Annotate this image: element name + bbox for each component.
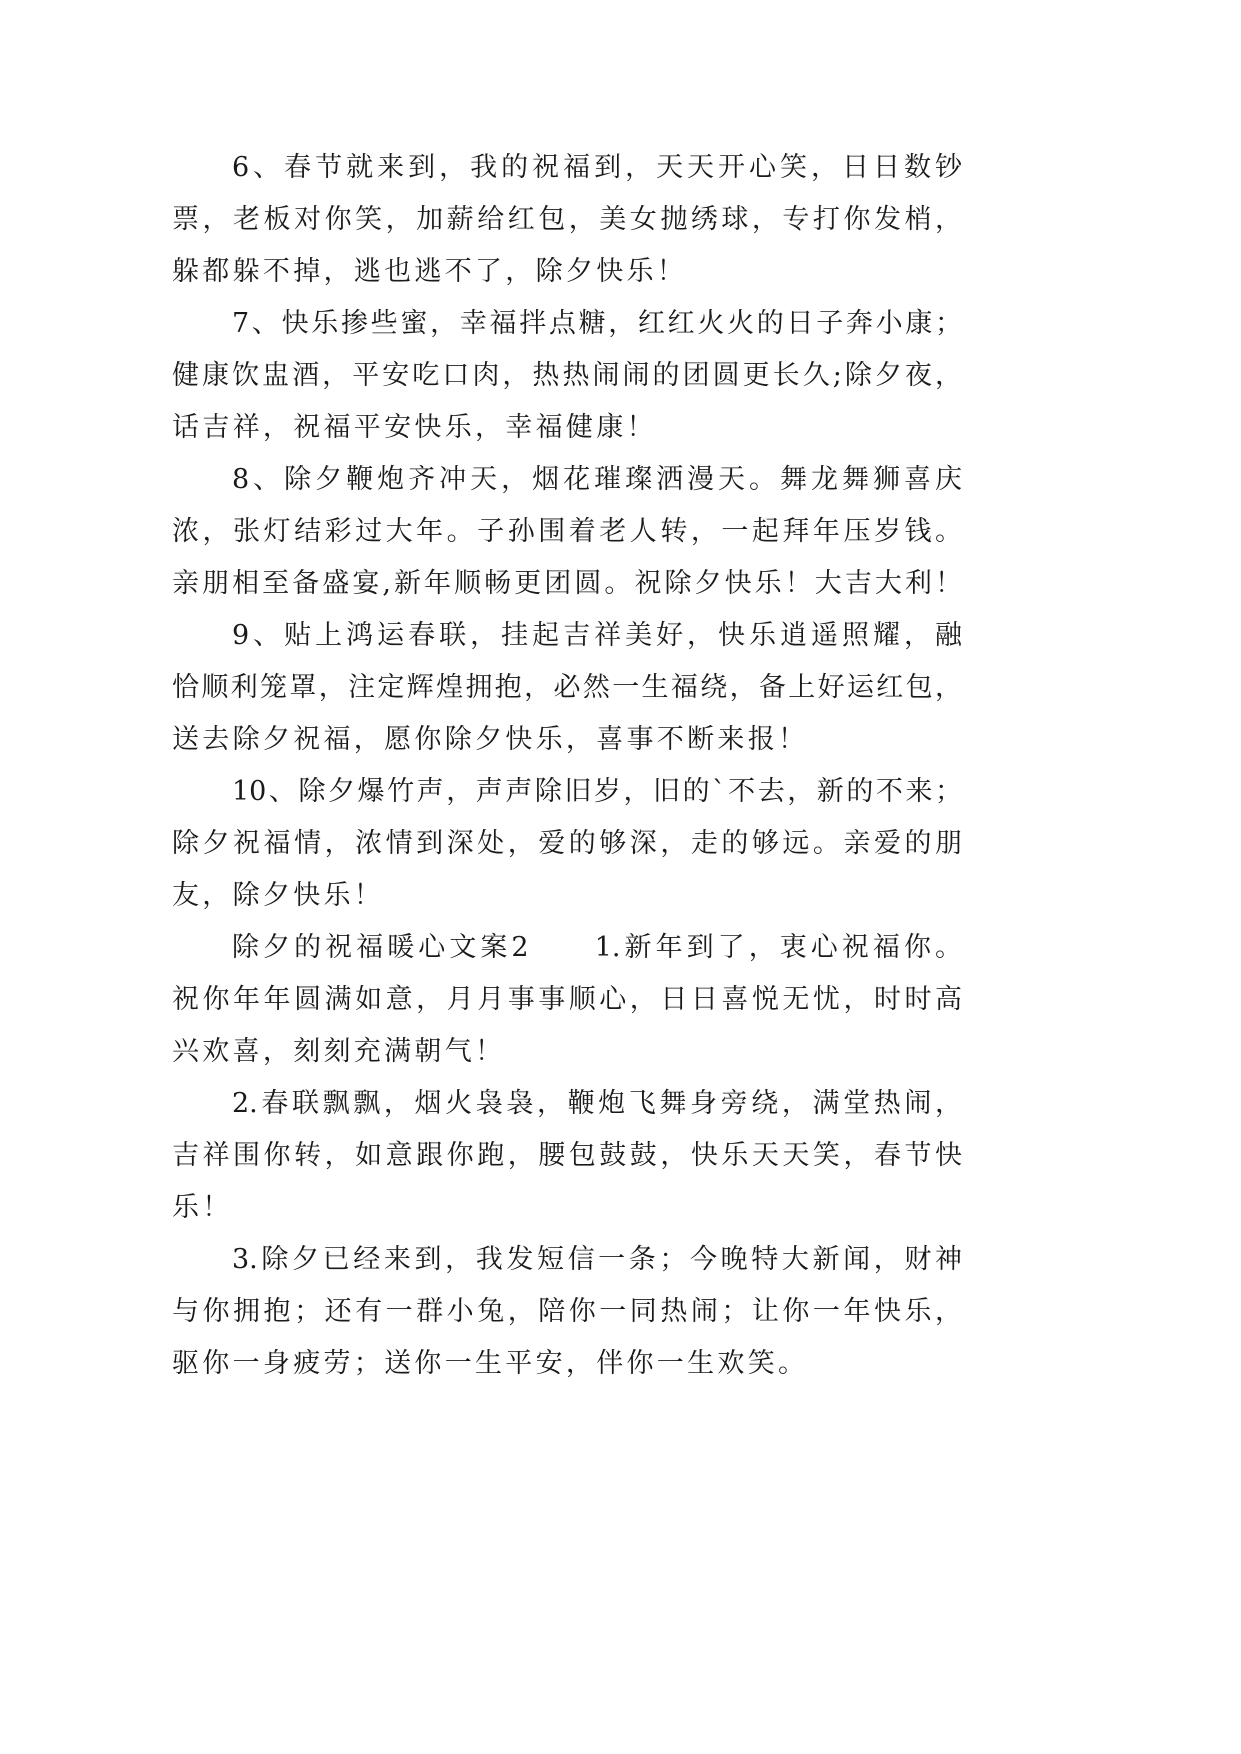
text-line: 10、除夕爆竹声，声声除旧岁，旧的`不去，新的不来；	[232, 776, 962, 807]
text-line: 6、春节就来到，我的祝福到，天天开心笑，日日数钞	[232, 152, 962, 183]
text-line: 躲都躲不掉，逃也逃不了，除夕快乐！	[172, 256, 688, 287]
section-heading-line: 除夕的祝福暖心文案2 1.新年到了，衷心祝福你。	[232, 932, 962, 963]
paragraph-3	[172, 1234, 962, 1390]
paragraph-6	[172, 142, 962, 298]
text-line: 友，除夕快乐！	[172, 880, 385, 911]
paragraph-9	[172, 610, 962, 766]
paragraph-2	[172, 1078, 962, 1234]
text-line: 浓，张灯结彩过大年。子孙围着老人转，一起拜年压岁钱。	[172, 516, 962, 547]
text-line: 2.春联飘飘，烟火袅袅，鞭炮飞舞身旁绕，满堂热闹，	[232, 1088, 962, 1119]
paragraph-8	[172, 454, 962, 610]
text-line: 3.除夕已经来到，我发短信一条；今晚特大新闻，财神	[232, 1244, 962, 1275]
paragraph-10	[172, 766, 962, 922]
text-line: 恰顺利笼罩，注定辉煌拥抱，必然一生福绕，备上好运红包，	[172, 672, 962, 703]
text-line: 送去除夕祝福，愿你除夕快乐，喜事不断来报！	[172, 724, 809, 755]
text-line: 兴欢喜，刻刻充满朝气！	[172, 1036, 506, 1067]
text-line: 票，老板对你笑，加薪给红包，美女抛绣球，专打你发梢，	[172, 204, 962, 235]
text-line: 乐！	[172, 1192, 233, 1223]
text-line: 祝你年年圆满如意，月月事事顺心，日日喜悦无忧，时时高	[172, 984, 962, 1015]
paragraph-section-2	[172, 922, 962, 1078]
text-line: 7、快乐掺些蜜，幸福拌点糖，红红火火的日子奔小康；	[232, 308, 962, 339]
paragraph-7	[172, 298, 962, 454]
text-line: 除夕祝福情，浓情到深处，爱的够深，走的够远。亲爱的朋	[172, 828, 962, 859]
text-line: 亲朋相至备盛宴,新年顺畅更团圆。祝除夕快乐！大吉大利！	[172, 568, 962, 599]
document-body	[172, 142, 962, 1390]
text-line: 驱你一身疲劳；送你一生平安，伴你一生欢笑。	[172, 1348, 809, 1379]
text-line: 8、除夕鞭炮齐冲天，烟花璀璨洒漫天。舞龙舞狮喜庆	[232, 464, 962, 495]
text-line: 健康饮盅酒，平安吃口肉，热热闹闹的团圆更长久;除夕夜，	[172, 360, 962, 391]
text-line: 话吉祥，祝福平安快乐，幸福健康！	[172, 412, 657, 443]
text-line: 9、贴上鸿运春联，挂起吉祥美好，快乐逍遥照耀，融	[232, 620, 962, 651]
text-line: 与你拥抱；还有一群小兔，陪你一同热闹；让你一年快乐，	[172, 1296, 962, 1327]
text-line: 吉祥围你转，如意跟你跑，腰包鼓鼓，快乐天天笑，春节快	[172, 1140, 962, 1171]
